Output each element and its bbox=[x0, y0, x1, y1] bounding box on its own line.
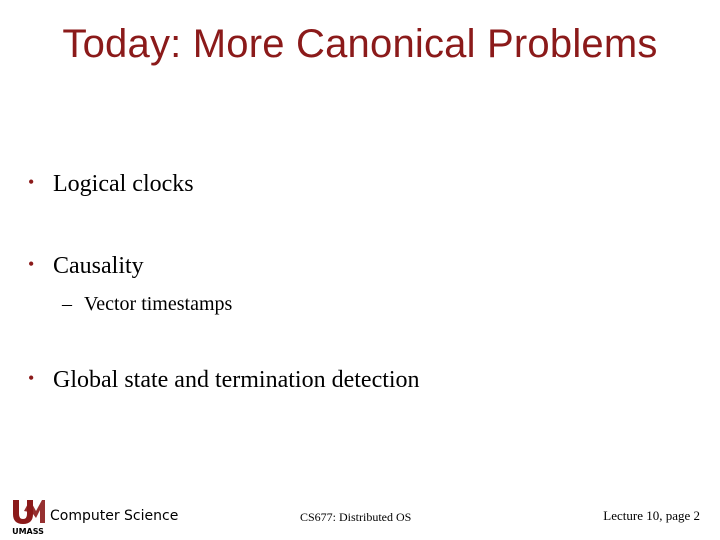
footer-course: CS677: Distributed OS bbox=[300, 510, 412, 524]
slide-title: Today: More Canonical Problems bbox=[62, 22, 658, 66]
sub-bullet-marker: – bbox=[62, 293, 72, 315]
sub-bullet-item-vector-timestamps bbox=[62, 293, 232, 316]
footer-department: Computer Science bbox=[50, 508, 179, 524]
bullet-marker: • bbox=[28, 368, 35, 388]
logo-text: UMASS bbox=[12, 527, 44, 535]
bullet-item-global-state bbox=[28, 367, 420, 394]
bullet-marker: • bbox=[28, 172, 35, 192]
bullet-item-causality bbox=[28, 253, 144, 280]
bullet-text: Causality bbox=[53, 253, 144, 279]
bullet-marker: • bbox=[28, 254, 35, 274]
bullet-text: Logical clocks bbox=[53, 171, 194, 197]
bullet-item-logical-clocks bbox=[28, 171, 194, 198]
footer-page-number: Lecture 10, page 2 bbox=[603, 508, 700, 523]
sub-bullet-text: Vector timestamps bbox=[84, 293, 233, 315]
bullet-text: Global state and termination detection bbox=[53, 367, 420, 393]
umass-logo-icon bbox=[10, 497, 46, 535]
